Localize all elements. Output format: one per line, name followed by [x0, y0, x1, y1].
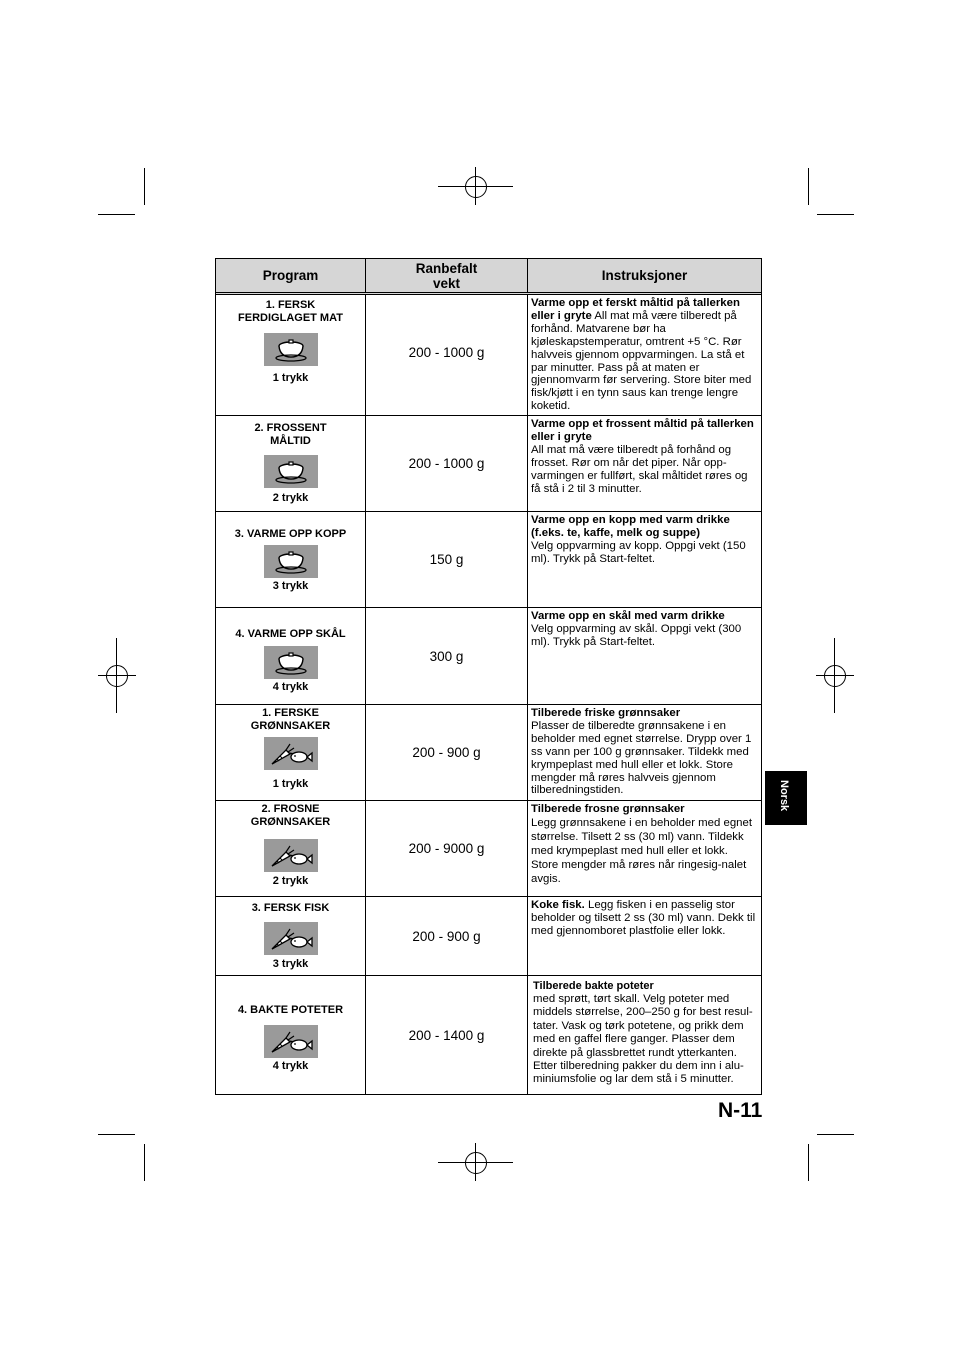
press-count: 2 trykk [272, 492, 309, 504]
recommended-weight: 150 g [366, 512, 528, 607]
vegetable-fish-icon [264, 1025, 318, 1058]
table-row [216, 897, 761, 976]
header-program: Program [216, 259, 366, 292]
program-name: 2. FROSNE GRØNNSAKER [250, 803, 331, 828]
recommended-weight: 200 - 1400 g [366, 976, 528, 1094]
crop-mark [98, 1134, 135, 1135]
instructions: Koke fisk. Legg fisken i en passelig stor beholder og tilsett 2 ss (30 ml) vann. Dekk til med gjennomboret plastfolie eller lokk. [531, 899, 756, 937]
crop-mark [808, 1144, 809, 1181]
crop-mark [98, 214, 135, 215]
table-header [216, 259, 761, 295]
press-count: 4 trykk [272, 681, 309, 693]
vegetable-fish-icon [264, 737, 318, 770]
table-row [216, 295, 761, 416]
table-row [216, 608, 761, 705]
registration-circle [465, 176, 487, 198]
dish-icon [264, 333, 318, 366]
recommended-weight: 200 - 1000 g [366, 416, 528, 511]
vegetable-fish-icon [264, 839, 318, 872]
program-name: 1. FERSKE GRØNNSAKER [250, 707, 331, 732]
program-name: 3. FERSK FISK [251, 902, 330, 914]
header-weight: Ranbefalt vekt [366, 259, 528, 292]
press-count: 4 trykk [272, 1060, 309, 1072]
recommended-weight: 200 - 1000 g [366, 295, 528, 415]
table-row [216, 801, 761, 897]
recommended-weight: 200 - 900 g [366, 705, 528, 800]
instructions: Varme opp et ferskt måltid på tallerken eller i gryte All mat må være tilberedt på forhånd. Matvarene bør ha kjøleskapstemperatur, omtrent +5 °C. Rør halvveis gjennom oppvarmingen. La stå et par minutter. Pass på at maten er gjennomvarm før servering. Store biter med fisk/kjøtt i en tynn saus kan trenge lengre koketid. [531, 297, 752, 413]
instructions: Varme opp en skål med varm drikke Velg oppvarming av skål. Oppgi vekt (300 ml). Trykk på Start-feltet. [531, 610, 742, 648]
program-name: 1. FERSK FERDIGLAGET MAT [238, 299, 343, 324]
dish-icon [264, 545, 318, 578]
recommended-weight: 300 g [366, 608, 528, 704]
instructions: Varme opp en kopp med varm drikke (f.eks. te, kaffe, melk og suppe) Velg oppvarming av kopp. Oppgi vekt (150 ml). Trykk på Start-feltet. [531, 514, 746, 565]
vegetable-fish-icon [264, 922, 318, 955]
crop-mark [817, 214, 854, 215]
program-name: 2. FROSSENT MÅLTID [254, 422, 327, 447]
crop-mark [144, 1144, 145, 1181]
recommended-weight: 200 - 900 g [366, 897, 528, 975]
crop-mark [144, 168, 145, 205]
program-name: 3. VARME OPP KOPP [234, 528, 347, 540]
program-table [215, 258, 762, 1095]
crop-mark [817, 1134, 854, 1135]
press-count: 3 trykk [272, 958, 309, 970]
press-count: 1 trykk [272, 778, 309, 790]
language-tab-label: Norsk [778, 780, 790, 812]
registration-circle [465, 1152, 487, 1174]
instructions: Tilberede friske grønnsaker Plasser de tilberedte grønnsakene i en beholder med egnet størrelse. Drypp over 1 ss vann per 100 g grønnsaker. Tildekk med krympeplast med hull eller et lokk. Store mengder må røres halvveis gjennom tilberedningstiden. [531, 707, 752, 797]
instructions: Tilberede frosne grønnsaker Legg grønnsakene i en beholder med egnet størrelse. Tilsett 2 ss (30 ml) vann. Tildekk med krympeplast med hull eller et lokk. Store mengder må røres når ringesig-nalet avgis. [531, 803, 753, 885]
table-row [216, 416, 761, 512]
program-name: 4. BAKTE POTETER [237, 1004, 344, 1016]
crop-mark [808, 168, 809, 205]
page-number: N-11 [718, 1099, 763, 1122]
header-instructions: Instruksjoner [601, 268, 688, 283]
dish-icon [264, 646, 318, 679]
press-count: 1 trykk [272, 372, 309, 384]
press-count: 3 trykk [272, 580, 309, 592]
table-row [216, 705, 761, 801]
press-count: 2 trykk [272, 875, 309, 887]
recommended-weight: 200 - 9000 g [366, 801, 528, 896]
program-name: 4. VARME OPP SKÅL [235, 628, 346, 640]
table-row [216, 976, 761, 1094]
dish-icon [264, 455, 318, 488]
table-row [216, 512, 761, 608]
instructions: Tilberede bakte poteter med sprøtt, tørt skall. Velg poteter med middels størrelse, 200–250 g for best resul-tater. Vask og tørk potetene, og prikk dem med en gaffel flere ganger. Plasser dem direkte på glassbrettet rundt ytterkanten. Etter tilberedning pakker du dem inn i alu-miniumsfolie og lar dem stå i 5 minutter. [533, 980, 753, 1086]
instructions: Varme opp et frossent måltid på tallerken eller i gryte All mat må være tilberedt på forhånd og frosset. Rør om når det piper. Når opp-varmingen er fullført, skal måltidet røres og få stå i 2 til 3 minutter. [531, 418, 754, 495]
registration-circle [106, 665, 128, 687]
registration-circle [824, 665, 846, 687]
